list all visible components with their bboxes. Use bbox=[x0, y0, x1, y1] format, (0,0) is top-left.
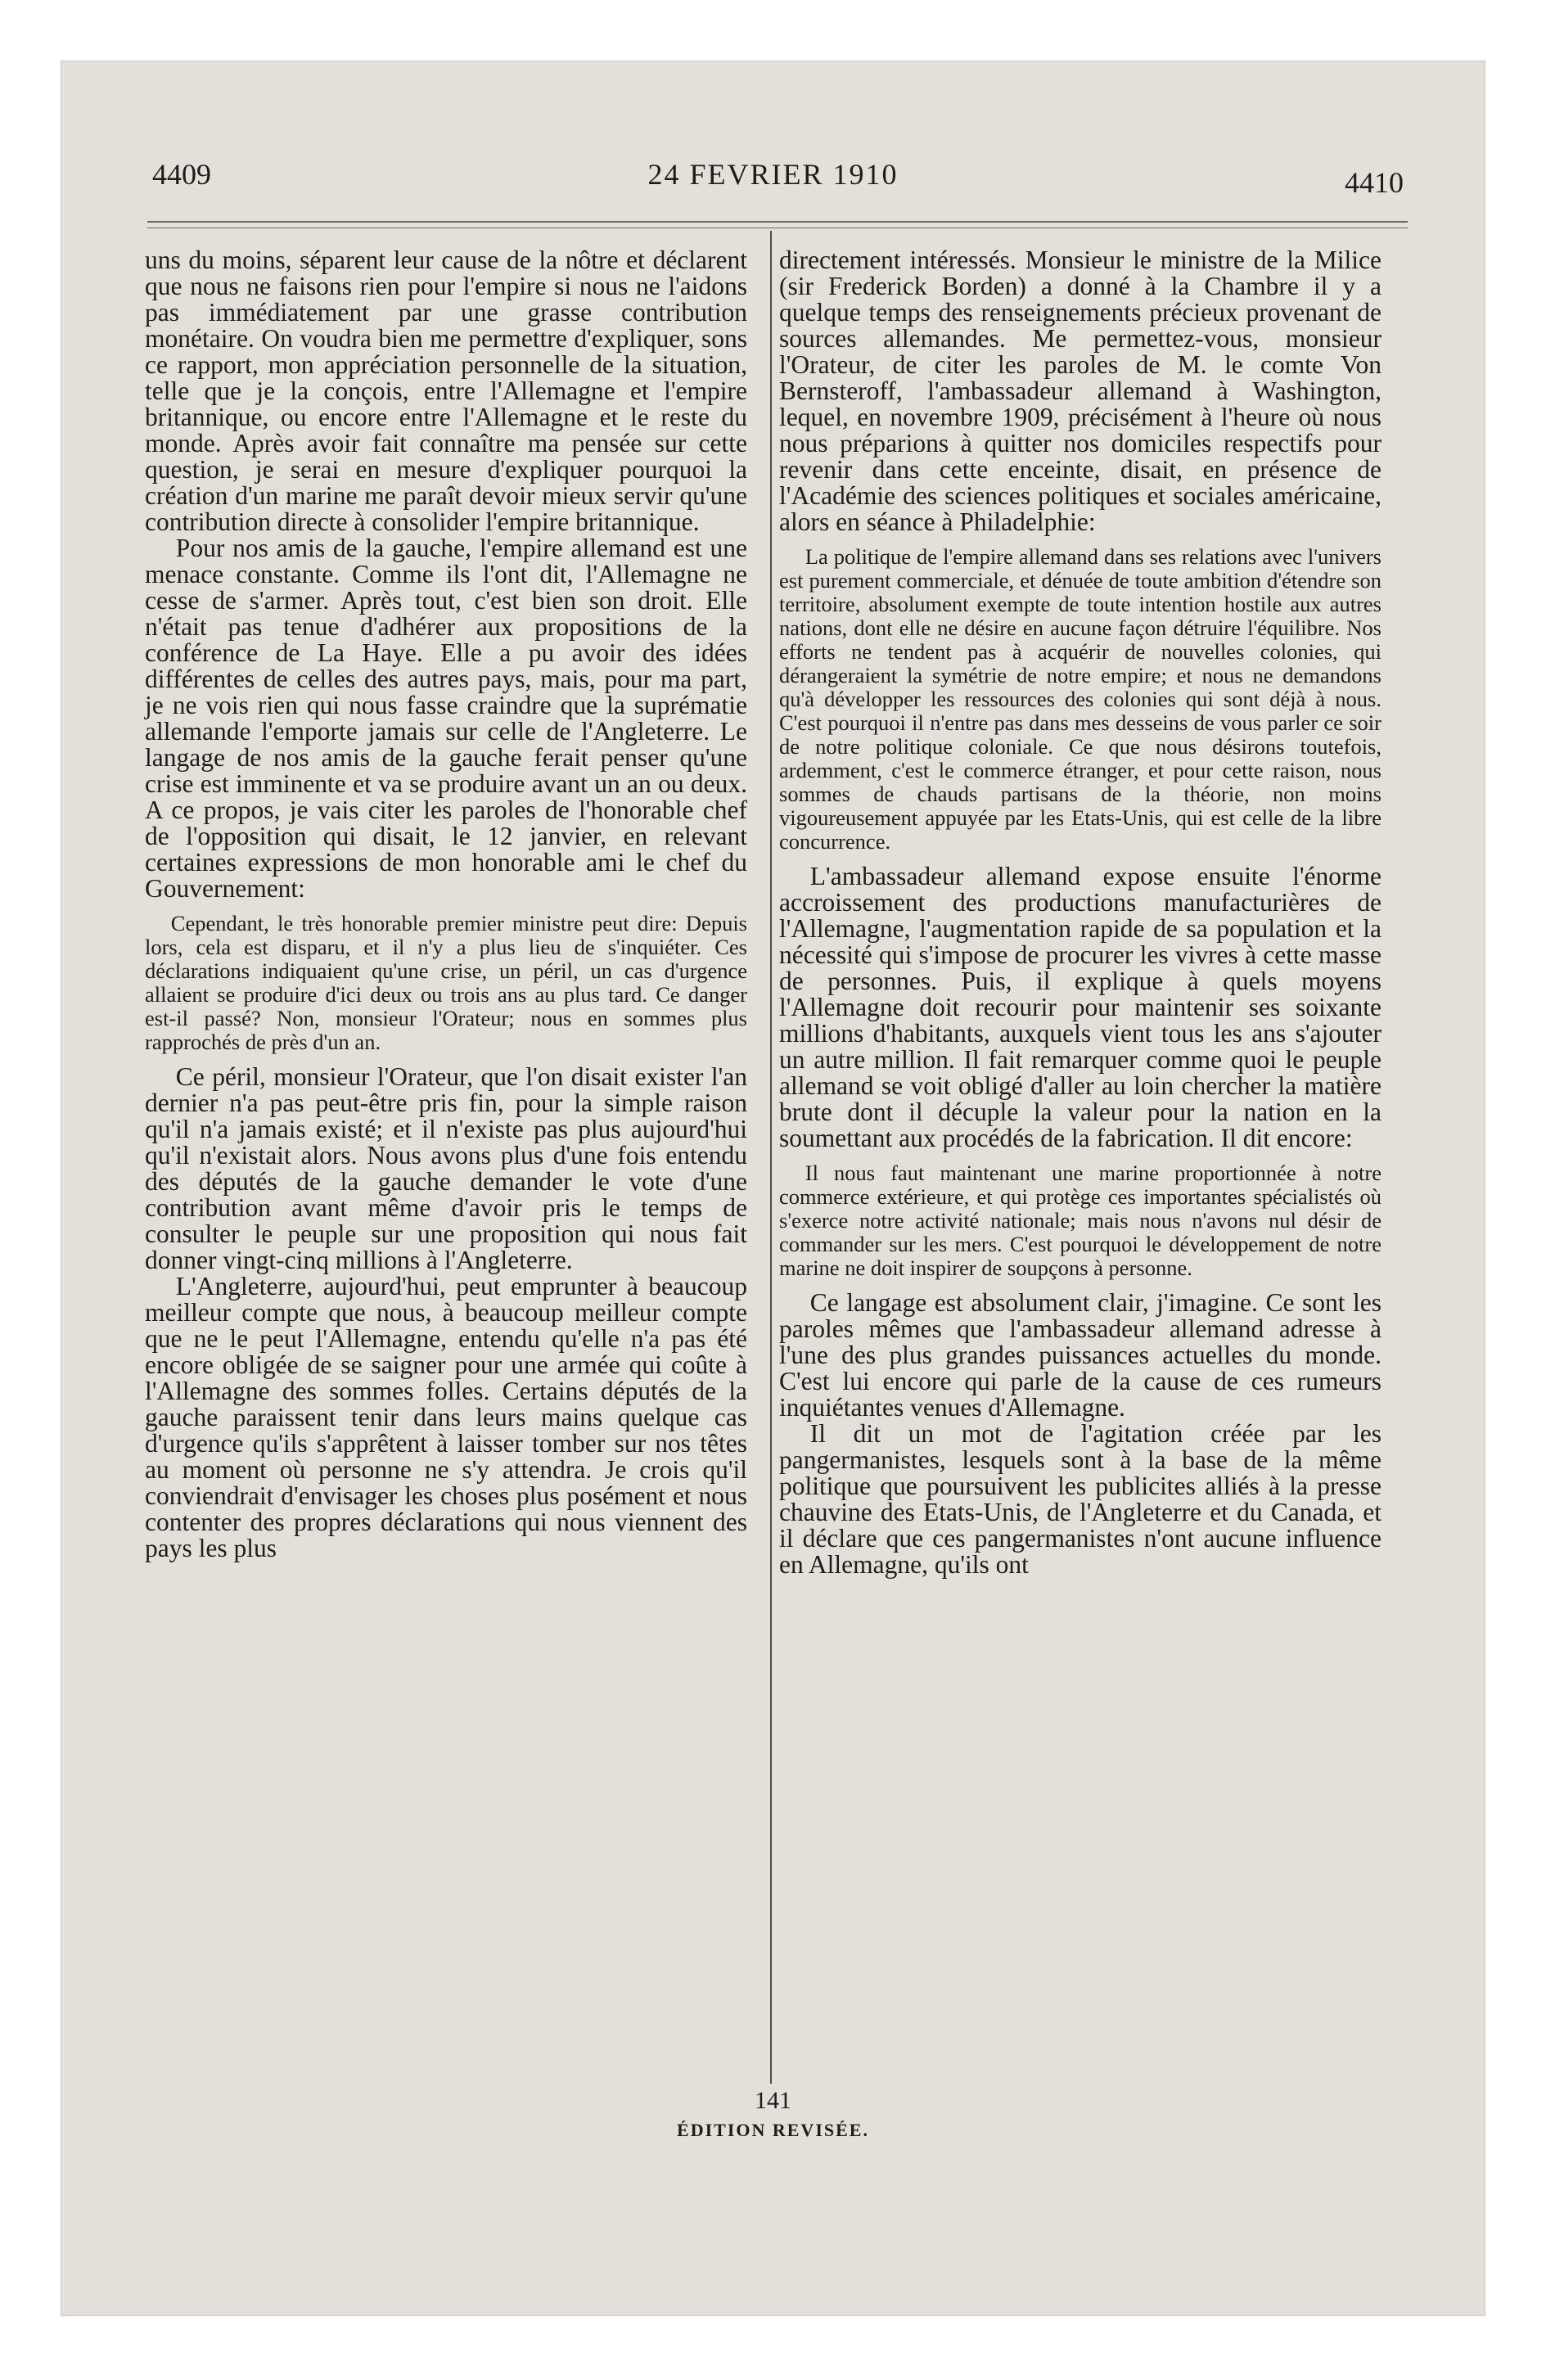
right-paragraph-1: directement intéressés. Monsieur le ministre de la Milice (sir Frederick Borden) a donné à la Chambre il y a quelque temps des renseignements précieux provenant de sources allemandes. Me permettez-vous, monsieur l'Orateur, de citer les paroles de M. le comte Von Bernsteroff, l'ambassadeur allemand à Washington, lequel, en novembre 1909, précisément à l'heure où nous nous préparions à quitter nos domiciles respectifs pour revenir dans cette enceinte, disait, en présence de l'Académie des sciences politiques et sociales américaine, alors en séance à Philadelphie: bbox=[779, 246, 1381, 536]
right-paragraph-4: Il dit un mot de l'agitation créée par les pangermanistes, lesquels sont à la base de la même politique que poursuivent les publicites alliés à la presse chauvine des Etats-Unis, de l'Angleterre et du Canada, et il déclare que ces pangermanistes n'ont aucune influence en Allemagne, qu'ils ont bbox=[779, 1419, 1381, 1579]
right-quotation-1: La politique de l'empire allemand dans ses relations avec l'univers est purement commerciale, et dénuée de toute ambition d'étendre son territoire, absolument exempte de toute intention hostile aux autres nations, dont elle ne désire en aucune façon détruire l'équilibre. Nos efforts ne tendent pas à acquérir de nouvelles colonies, qui dérangeraient la symétrie de notre empire; et nous ne demandons qu'à développer les ressources des colonies qui sont déjà à nous. C'est pourquoi il n'entre pas dans mes desseins de vous parler ce soir de notre politique coloniale. Ce que nous désirons toutefois, ardemment, c'est le commerce étranger, et pour cette raison, nous sommes de chauds partisans de la théorie, non moins vigoureusement appuyée par les Etats-Unis, qui est celle de la libre concurrence. bbox=[779, 544, 1381, 854]
edition-note: ÉDITION REVISÉE. bbox=[677, 2120, 869, 2140]
right-paragraph-2: L'ambassadeur allemand expose ensuite l'énorme accroissement des productions manufacturières de l'Allemagne, l'augmentation rapide de sa population et la nécessité qui s'impose de procurer les vivres à cette masse de personnes. Puis, il explique à quels moyens l'Allemagne doit recourir pour maintenir ses soixante millions d'habitants, auxquels vient tous les ans s'ajouter un autre million. Il fait remarquer comme quoi le peuple allemand se voit obligé d'aller au loin chercher la matière brute dont il décuple la valeur pour la nation en la soumettant aux procédés de la fabrication. Il dit encore: bbox=[779, 862, 1381, 1152]
scanned-page bbox=[61, 61, 1485, 2316]
folio-number: 141 bbox=[755, 2087, 791, 2114]
header-rule-thick bbox=[147, 221, 1408, 223]
left-column bbox=[145, 247, 747, 1562]
right-paragraph-3: Ce langage est absolument clair, j'imagine. Ce sont les paroles mêmes que l'ambassadeur allemand adresse à l'une des plus grandes puissances actuelles du monde. C'est lui encore qui parle de la cause de ces rumeurs inquiétantes venues d'Allemagne. bbox=[779, 1288, 1381, 1422]
page-number-left: 4409 bbox=[152, 158, 211, 191]
right-quotation-2: Il nous faut maintenant une marine proportionnée à notre commerce extérieure, et qui protège ces importantes spécialistés où s'exerce notre activité nationale; mais nous n'avons nul désir de commander sur les mers. C'est pourquoi le développement de notre marine ne doit inspirer de soupçons à personne. bbox=[779, 1161, 1381, 1280]
page-number-right: 4410 bbox=[1345, 166, 1404, 199]
left-paragraph-1: uns du moins, séparent leur cause de la nôtre et déclarent que nous ne faisons rien pour l'empire si nous ne l'aidons pas immédiatement par une grasse contribution monétaire. On voudra bien me permettre d'expliquer, sons ce rapport, mon appréciation personnelle de la situation, telle que je la conçois, entre l'Allemagne et l'empire britannique, ou encore entre l'Allemagne et le reste du monde. Après avoir fait connaître ma pensée sur cette question, je serai en mesure d'expliquer pourquoi la création d'un marine me paraît devoir mieux servir qu'une contribution directe à consolider l'empire britannique. bbox=[145, 246, 747, 536]
left-quotation-1: Cependant, le très honorable premier ministre peut dire: Depuis lors, cela est disparu, et il n'y a plus lieu de s'inquiéter. Ces déclarations indiquaient qu'une crise, un péril, un cas d'urgence allaient se produire d'ici deux ou trois ans au plus tard. Ce danger est-il passé? Non, monsieur l'Orateur; nous en sommes plus rapprochés de près d'un an. bbox=[145, 911, 747, 1054]
left-paragraph-4: L'Angleterre, aujourd'hui, peut emprunter à beaucoup meilleur compte que nous, à beaucoup meilleur compte que ne le peut l'Allemagne, entendu qu'elle n'a pas été encore obligée de se saigner pour une armée qui coûte à l'Allemagne des sommes folles. Certains députés de la gauche paraissent tenir dans leurs mains quelque cas d'urgence qu'ils s'apprêtent à laisser tomber sur nos têtes au moment où personne ne s'y attendra. Je crois qu'il conviendrait d'envisager les choses plus posément et nous contenter des propres déclarations qui nous viennent des pays les plus bbox=[145, 1272, 747, 1562]
left-paragraph-3: Ce péril, monsieur l'Orateur, que l'on disait exister l'an dernier n'a pas peut-être pris fin, pour la simple raison qu'il n'a jamais existé; et il n'existe pas plus aujourd'hui qu'il n'existait alors. Nous avons plus d'une fois entendu des députés de la gauche demander le vote d'une contribution avant même d'avoir pris le temps de consulter le peuple sur une proposition qui nous fait donner vingt-cinq millions à l'Angleterre. bbox=[145, 1062, 747, 1274]
right-column bbox=[779, 247, 1381, 1578]
left-paragraph-2: Pour nos amis de la gauche, l'empire allemand est une menace constante. Comme ils l'ont dit, l'Allemagne ne cesse de s'armer. Après tout, c'est bien son droit. Elle n'était pas tenue d'adhérer aux propositions de la conférence de La Haye. Elle a pu avoir des idées différentes de celles des autres pays, mais, pour ma part, je ne vois rien qui nous fasse craindre que la suprématie allemande l'emporte jamais sur celle de l'Angleterre. Le langage de nos amis de la gauche ferait penser qu'une crise est imminente et va se produire avant un an ou deux. A ce propos, je vais citer les paroles de l'honorable chef de l'opposition qui disait, le 12 janvier, en relevant certaines expressions de mon honorable ami le chef du Gouvernement: bbox=[145, 534, 747, 903]
page-header bbox=[61, 157, 1485, 206]
column-divider bbox=[770, 231, 772, 2084]
page-date: 24 FEVRIER 1910 bbox=[647, 158, 899, 191]
